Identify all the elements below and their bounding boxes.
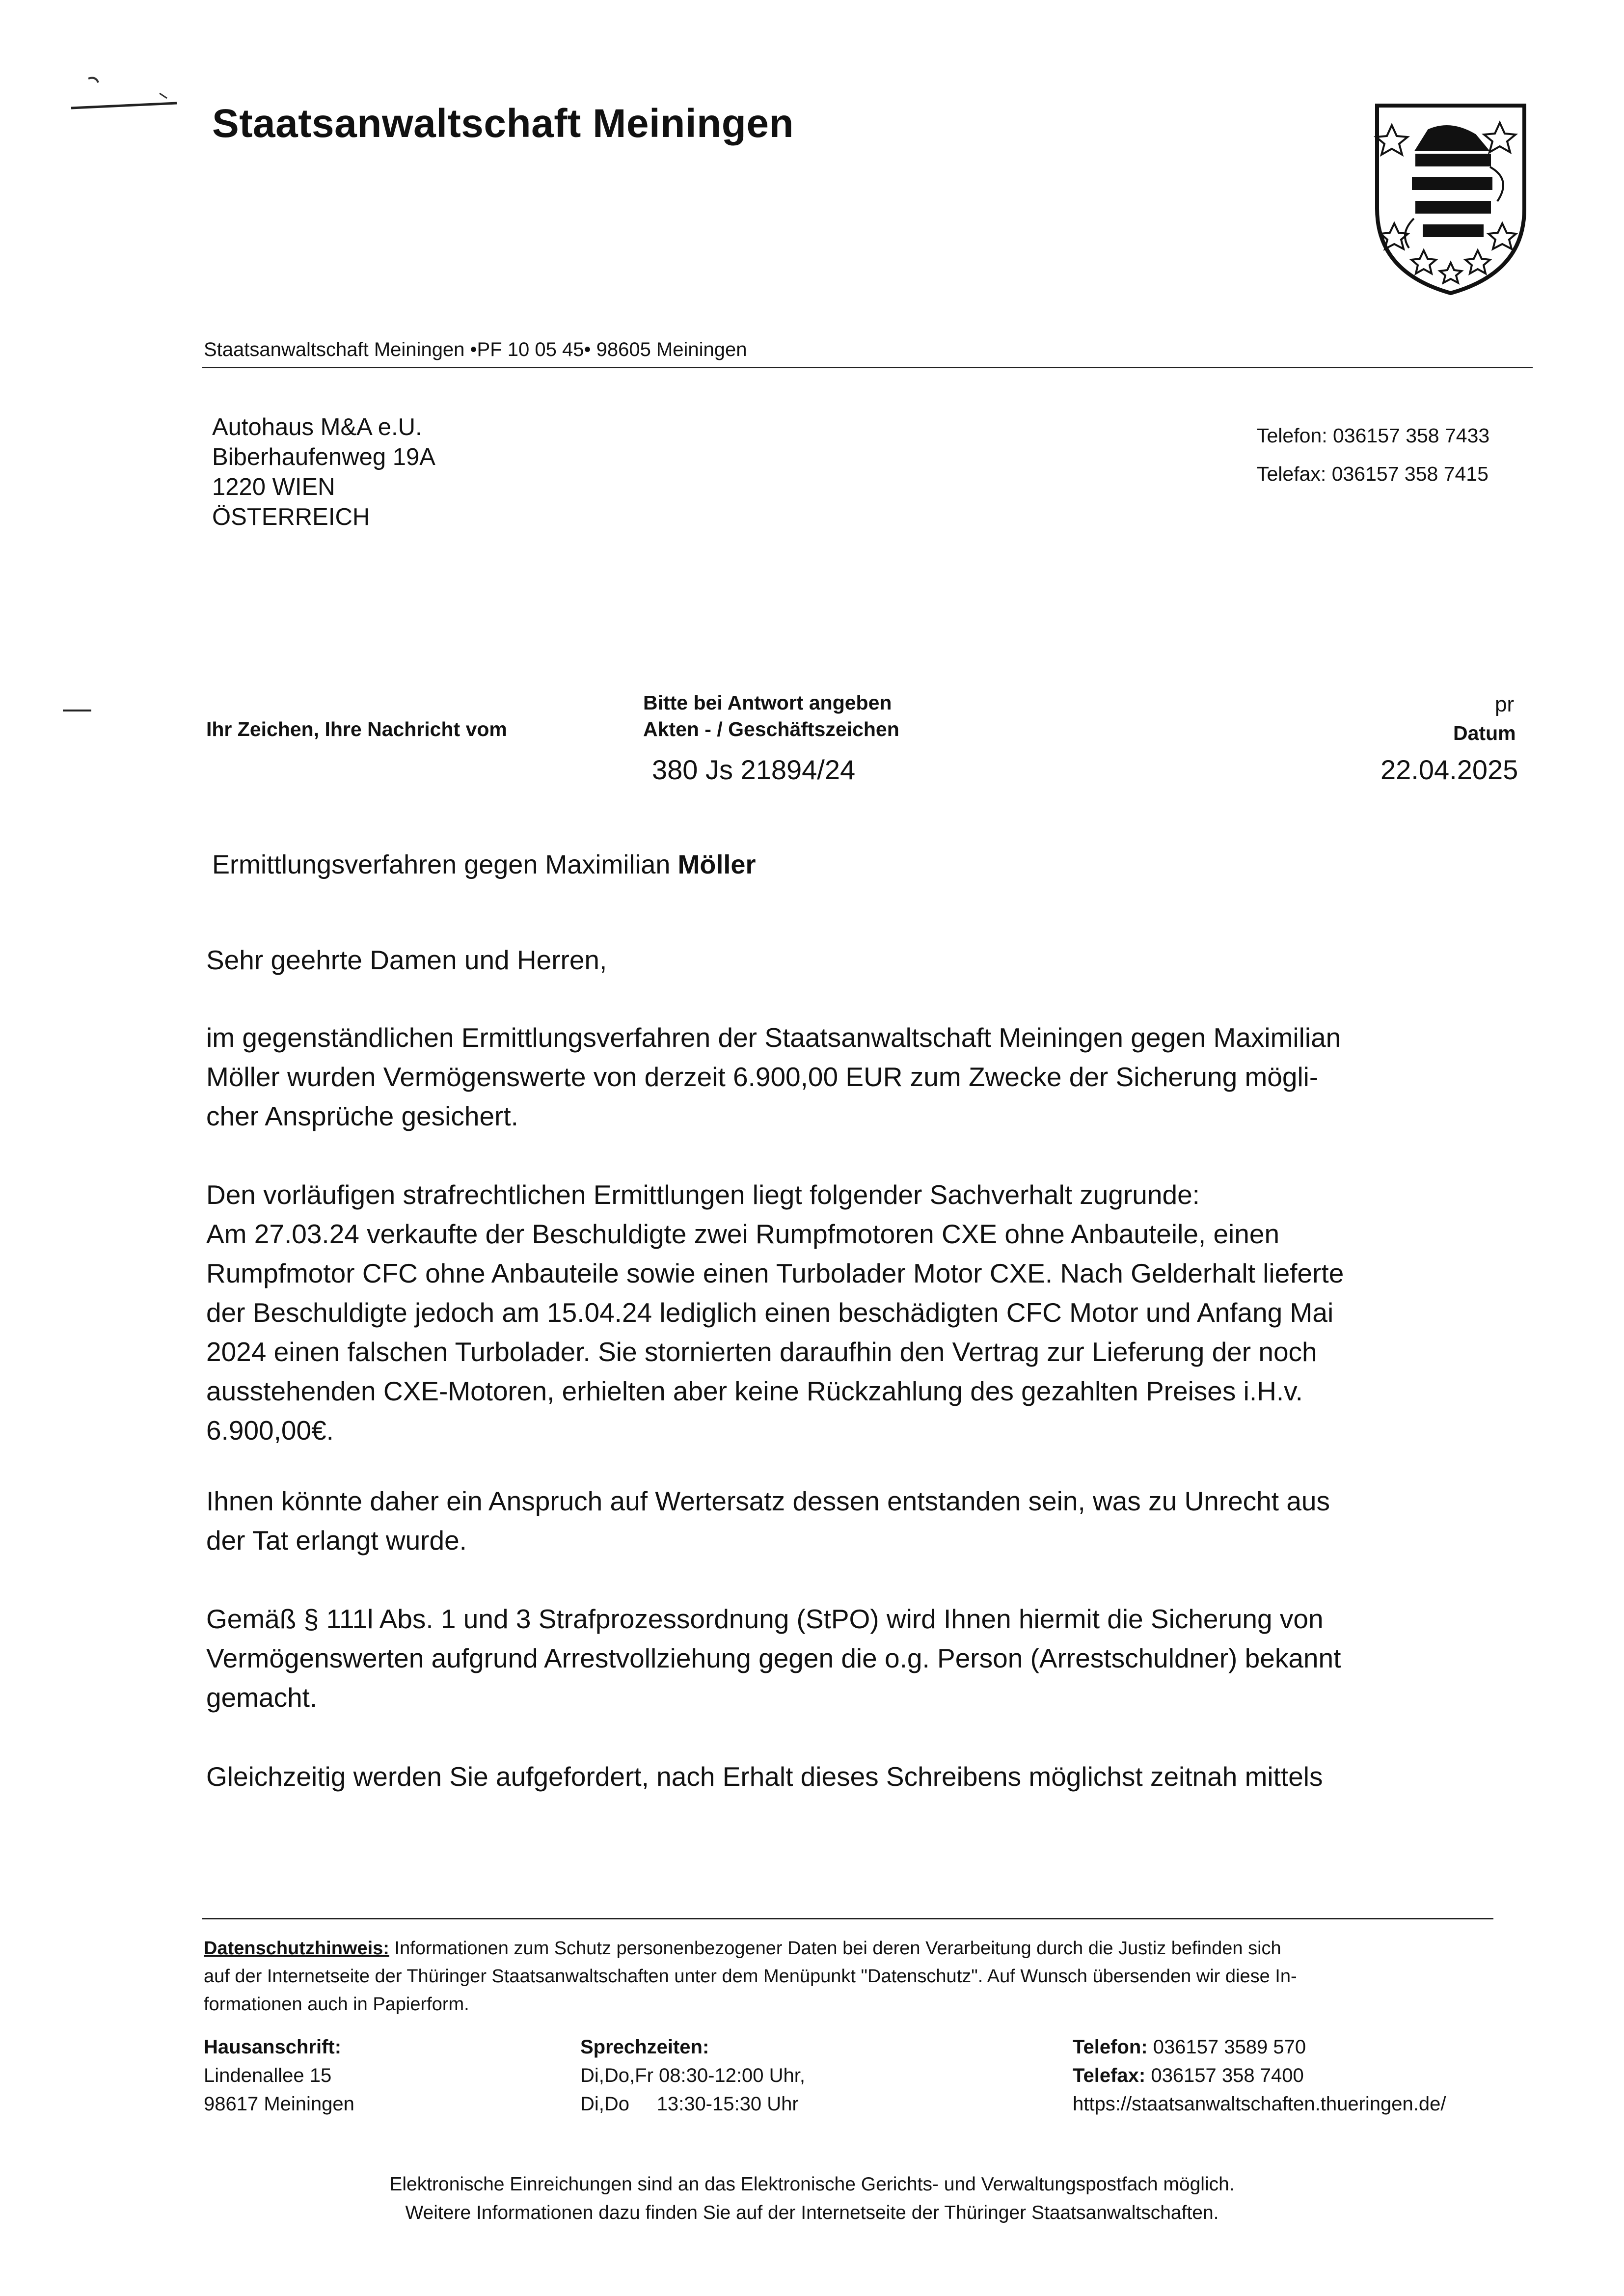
- footer-contact: [1073, 2033, 1446, 2118]
- pr-mark: pr: [1495, 692, 1515, 716]
- privacy-notice: [204, 1935, 1490, 2019]
- date-label: Datum: [1453, 722, 1516, 744]
- paragraph-line: Den vorläufigen strafrechtlichen Ermittlungen liegt folgender Sachverhalt zugrunde:: [206, 1179, 1200, 1210]
- recipient-name: Autohaus M&A e.U.: [212, 414, 422, 440]
- hours-heading: Sprechzeiten:: [580, 2036, 709, 2058]
- paragraph-line: Ihnen könnte daher ein Anspruch auf Wertersatz dessen entstanden sein, was zu Unrecht aus: [206, 1486, 1330, 1516]
- recipient-country: ÖSTERREICH: [212, 504, 370, 530]
- paragraph-line: 2024 einen falschen Turbolader. Sie stornierten daraufhin den Vertrag zur Lieferung der noch: [206, 1337, 1317, 1367]
- footer-address: [204, 2033, 354, 2118]
- clerk-contact: [1257, 416, 1489, 493]
- paragraph-line: im gegenständlichen Ermittlungsverfahren der Staatsanwaltschaft Meiningen gegen Maximilian: [206, 1022, 1341, 1053]
- subject-prefix: Ermittlungsverfahren gegen Maximilian: [212, 850, 678, 879]
- phone-number: 036157 3589 570: [1147, 2036, 1306, 2058]
- hours-line: Di,Do 13:30-15:30 Uhr: [580, 2093, 799, 2115]
- privacy-line: formationen auch in Papierform.: [204, 1994, 469, 2015]
- recipient-address: [212, 412, 435, 532]
- hours-line: Di,Do,Fr 08:30-12:00 Uhr,: [580, 2065, 805, 2086]
- clerk-phone: Telefon: 036157 358 7433: [1257, 424, 1490, 447]
- paragraph-line: der Beschuldigte jedoch am 15.04.24 lediglich einen beschädigten CFC Motor und Anfang Mai: [206, 1297, 1334, 1328]
- paragraph-line: Gemäß § 111l Abs. 1 und 3 Strafprozessordnung (StPO) wird Ihnen hiermit die Sicherung von: [206, 1604, 1324, 1634]
- paragraph-legal-basis: [206, 1599, 1532, 1717]
- letter-subject: [212, 849, 756, 880]
- paragraph-line: Vermögenswerten aufgrund Arrestvollziehung gegen die o.g. Person (Arrestschuldner) bekannt: [206, 1643, 1341, 1673]
- privacy-line: auf der Internetseite der Thüringer Staatsanwaltschaften unter dem Menüpunkt "Datenschutz". Auf Wunsch übersenden wir diese In-: [204, 1966, 1297, 1987]
- file-number-label: Akten - / Geschäftszeichen: [643, 718, 899, 740]
- paragraph-line: ausstehenden CXE-Motoren, erhielten aber keine Rückzahlung des gezahlten Preises i.H.v.: [206, 1376, 1303, 1406]
- authority-title: Staatsanwaltschaft Meiningen: [212, 101, 794, 146]
- phone-label: Telefon:: [1073, 2036, 1148, 2058]
- fold-mark: [63, 710, 91, 711]
- paragraph-facts: [206, 1175, 1532, 1450]
- reply-reference-label: Bitte bei Antwort angeben: [643, 691, 892, 714]
- fax-number: 036157 358 7400: [1145, 2065, 1304, 2086]
- sender-return-address: Staatsanwaltschaft Meiningen •PF 10 05 45• 98605 Meiningen: [204, 339, 747, 360]
- paragraph-request: [206, 1757, 1532, 1796]
- privacy-line: Informationen zum Schutz personenbezogener Daten bei deren Verarbeitung durch die Justiz befinden sich: [389, 1938, 1281, 1959]
- paragraph-line: Rumpfmotor CFC ohne Anbauteile sowie einen Turbolader Motor CXE. Nach Gelderhalt lieferte: [206, 1258, 1344, 1288]
- thuringia-coat-of-arms-icon: [1370, 101, 1532, 297]
- note-line: Weitere Informationen dazu finden Sie auf der Internetseite der Thüringer Staatsanwaltschaften.: [405, 2202, 1219, 2223]
- footer-divider: [202, 1918, 1493, 1919]
- privacy-title: Datenschutzhinweis:: [204, 1938, 389, 1959]
- salutation: Sehr geehrte Damen und Herren,: [206, 945, 607, 975]
- recipient-street: Biberhaufenweg 19A: [212, 444, 435, 470]
- address-street: Lindenallee 15: [204, 2065, 332, 2086]
- header-divider: [202, 367, 1533, 368]
- paragraph-securing: [206, 1018, 1532, 1136]
- paragraph-line: gemacht.: [206, 1682, 318, 1713]
- paragraph-line: 6.900,00€.: [206, 1415, 334, 1446]
- note-line: Elektronische Einreichungen sind an das Elektronische Gerichts- und Verwaltungspostfach möglich.: [389, 2174, 1235, 2195]
- recipient-city: 1220 WIEN: [212, 474, 335, 500]
- subject-surname: Möller: [677, 850, 756, 879]
- paragraph-line: Gleichzeitig werden Sie aufgefordert, nach Erhalt dieses Schreibens möglichst zeitnah mittels: [206, 1761, 1323, 1792]
- paragraph-claim: [206, 1481, 1532, 1560]
- address-heading: Hausanschrift:: [204, 2036, 342, 2058]
- electronic-submission-note: [0, 2170, 1624, 2227]
- paragraph-line: Möller wurden Vermögenswerte von derzeit 6.900,00 EUR zum Zwecke der Sicherung mögli-: [206, 1062, 1319, 1092]
- file-number: 380 Js 21894/24: [652, 754, 856, 785]
- paragraph-line: cher Ansprüche gesichert.: [206, 1101, 518, 1131]
- paragraph-line: Am 27.03.24 verkaufte der Beschuldigte zwei Rumpfmotoren CXE ohne Anbauteile, einen: [206, 1219, 1280, 1249]
- address-city: 98617 Meiningen: [204, 2093, 354, 2115]
- margin-scribble-icon: [69, 74, 182, 118]
- letter-date: 22.04.2025: [1380, 754, 1518, 785]
- website-link[interactable]: https://staatsanwaltschaften.thueringen.de/: [1073, 2093, 1446, 2115]
- footer-hours: [580, 2033, 805, 2118]
- paragraph-line: der Tat erlangt wurde.: [206, 1525, 467, 1556]
- clerk-fax: Telefax: 036157 358 7415: [1257, 463, 1489, 485]
- your-reference-label: Ihr Zeichen, Ihre Nachricht vom: [206, 718, 507, 740]
- fax-label: Telefax:: [1073, 2065, 1146, 2086]
